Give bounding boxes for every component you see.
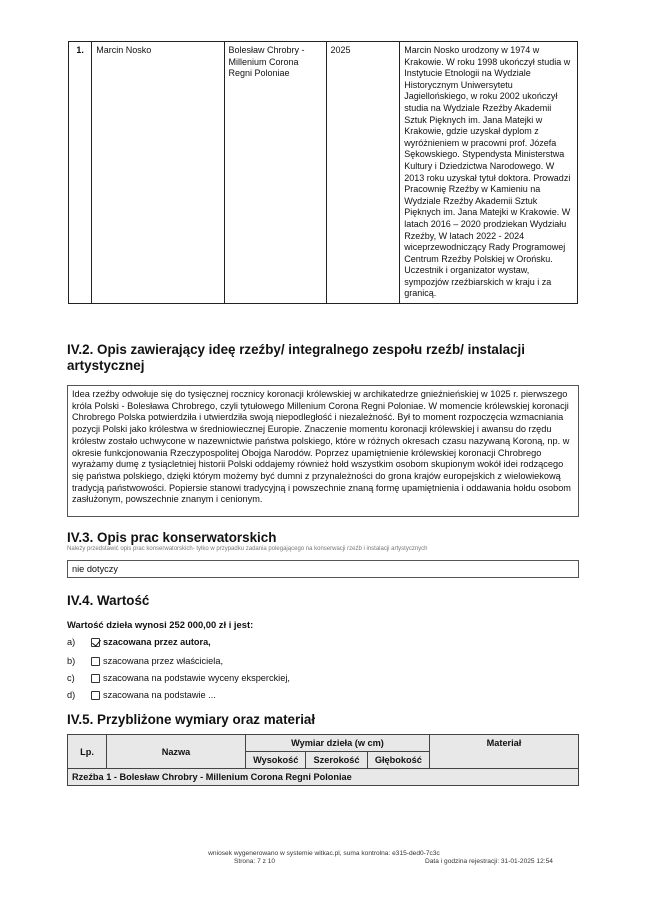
table-header-row	[68, 735, 579, 752]
table-row	[69, 42, 578, 304]
author-name: Marcin Nosko	[92, 42, 224, 304]
option-letter: d)	[67, 690, 76, 700]
header-height: Wysokość	[246, 752, 306, 769]
option-label: szacowana na podstawie wyceny eksperckiej,	[103, 673, 290, 683]
header-depth: Głębokość	[367, 752, 429, 769]
section-iv5-title: IV.5. Przybliżone wymiary oraz materiał	[67, 712, 316, 727]
value-option-expert	[67, 672, 290, 684]
checkbox-icon[interactable]	[91, 674, 100, 683]
conservation-hint: Należy przedstawić opis prac konserwatorskich- tylko w przypadku zadania polegającego na konserwacji rzeźb i instalacji artystycznych	[67, 546, 428, 552]
idea-description-box: Idea rzeźby odwołuje się do tysięcznej rocznicy koronacji królewskiej w archikatedrze gnieźnieńskiej w 1025 r. pierwszego króla Polski - Bolesława Chrobrego, czyli tytułowego Millenium Corona Regni Poloniae. W momencie królewskiej koronacji Chrobrego Polska potwierdziła i utwierdziła swoją niepodległość i niezależność. Był to moment rozpoczęcia wzmacniania pozycji Polski jako królestwa w średniowiecznej Europie. Znaczenie momentu koronacji królewskiej i awansu do rzędu królestw zostało uchwycone w nazewnictwie państwa polskiego, które w różnych okresach czasu nazywaną Koroną, np. w okresie funkcjonowania Rzeczypospolitej Obojga Narodów. Poprzez upamiętnienie królewskiej koronacji Chrobrego wyrażamy dumę z tysiącletniej historii Polski oddajemy również hołd wszystkim osobom skupionym wokół idei rodzącego się państwa polskiego, dzięki którym możemy być dumni z przynależności do grona krajów europejskich z wielowiekową tradycją państwowości. Popiersie stanowi tradycyjną i powszechnie znaną formę upamiętnienia i oddawania hołdu osobom zasłużonym, powszechnie znanym i cenionym.	[67, 385, 579, 517]
option-letter: c)	[67, 673, 75, 683]
option-label: szacowana przez autora,	[103, 637, 211, 647]
author-table	[68, 41, 578, 304]
checkbox-icon[interactable]	[91, 657, 100, 666]
footer-page-number: Strona: 7 z 10	[234, 858, 276, 865]
author-number: 1.	[69, 42, 92, 304]
header-lp: Lp.	[68, 735, 107, 769]
footer-generated: wniosek wygenerowano w systemie witkac.pl, suma kontrolna: e315-ded0-7c3c	[208, 850, 440, 857]
value-option-owner	[67, 655, 223, 667]
option-letter: b)	[67, 656, 76, 666]
section-iv3-title: IV.3. Opis prac konserwatorskich	[67, 530, 277, 545]
section-iv4-title: IV.4. Wartość	[67, 593, 150, 608]
conservation-value-box: nie dotyczy	[67, 560, 579, 578]
checkbox-checked-icon[interactable]	[91, 638, 100, 647]
table-row	[68, 769, 579, 786]
author-bio: Marcin Nosko urodzony w 1974 w Krakowie. W roku 1998 ukończył studia w Instytucie Etnologii na Wydziale Historycznym Uniwersytetu Jagiellońskiego, w roku 2002 ukończył studia na Wydziale Rzeźby Akademii Sztuk Pięknych im. Jana Matejki w Krakowie, gdzie uzyskał dyplom z wyróżnieniem w pracowni prof. Józefa Sękowskiego. Stypendysta Ministerstwa Kultury i Dziedzictwa Narodowego. W 2013 roku uzyskał tytuł doktora. Prowadzi Pracownię Rzeźby w Kamieniu na Wydziale Rzeźby Akademii Sztuk Pięknych im. Jana Matejki w Krakowie. W latach 2016 – 2020 prodziekan Wydziału Rzeźby, W latach 2022 - 2024 wiceprzewodniczący Rady Programowej Centrum Rzeźby Polskiej w Orońsku. Uczestnik i organizator wystaw, sympozjów rzeźbiarskich w kraju i za granicą.	[400, 42, 578, 304]
sculpture-row-label: Rzeźba 1 - Bolesław Chrobry - Millenium Corona Regni Poloniae	[68, 769, 579, 786]
work-year: 2025	[326, 42, 400, 304]
dimensions-table	[67, 734, 579, 786]
header-name: Nazwa	[107, 735, 246, 769]
header-dimensions: Wymiar dzieła (w cm)	[246, 735, 430, 752]
checkbox-icon[interactable]	[91, 691, 100, 700]
option-label: szacowana na podstawie ...	[103, 690, 216, 700]
value-statement: Wartość dzieła wynosi 252 000,00 zł i jest:	[67, 619, 254, 630]
work-title: Bolesław Chrobry - Millenium Corona Regni Poloniae	[224, 42, 326, 304]
option-label: szacowana przez właściciela,	[103, 656, 223, 666]
value-option-other	[67, 689, 216, 701]
header-width: Szerokość	[306, 752, 367, 769]
header-material: Materiał	[430, 735, 579, 769]
footer-registration-date: Data i godzina rejestracji: 31-01-2025 12:54	[425, 858, 553, 865]
option-letter: a)	[67, 637, 76, 647]
value-option-author	[67, 636, 211, 648]
section-iv2-title: IV.2. Opis zawierający ideę rzeźby/ integralnego zespołu rzeźb/ instalacji artystycznej	[67, 342, 525, 373]
